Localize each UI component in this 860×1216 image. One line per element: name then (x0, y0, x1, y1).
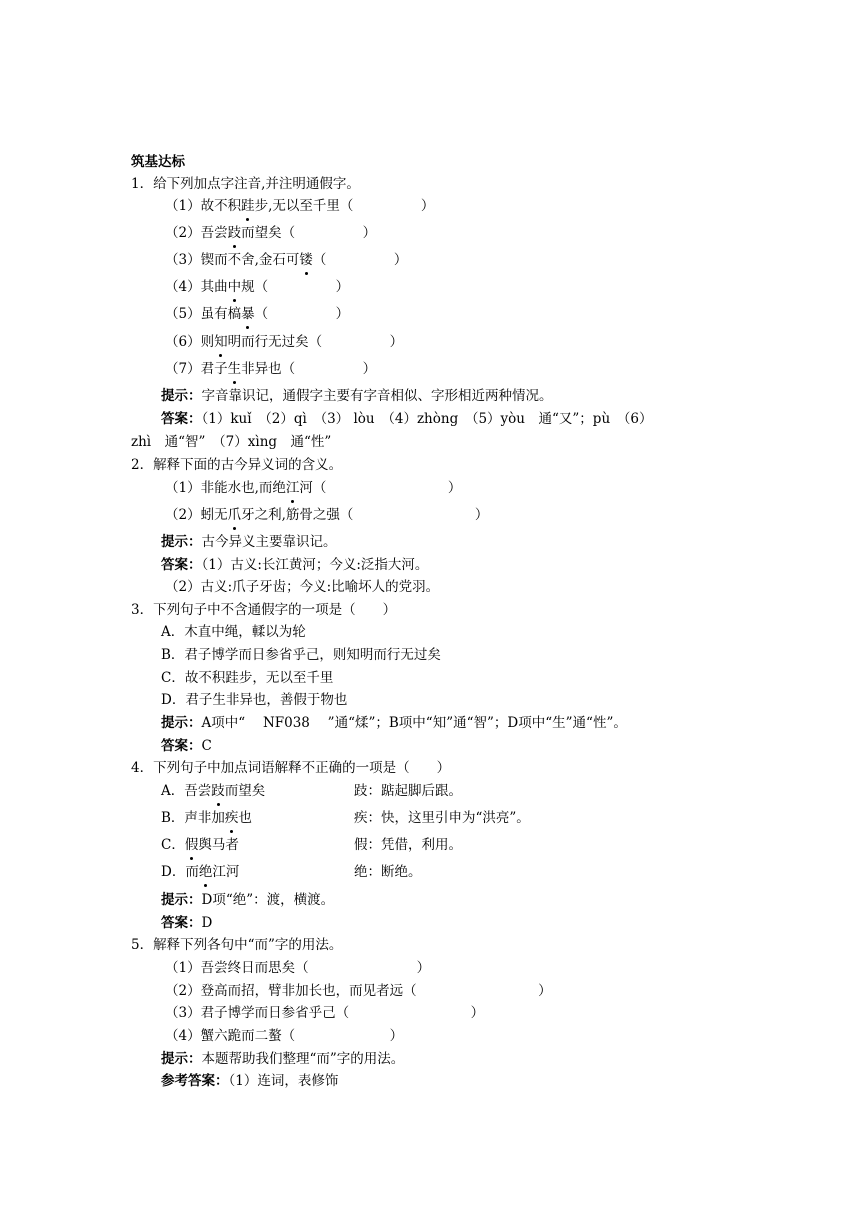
q1-item-7: （7）君子生非异也（ ） (165, 361, 377, 377)
q5-item-2: （2）登高而招，臂非加长也，而见者远（ ） (165, 983, 552, 999)
q5-item-1: （1）吾尝终日而思矣（ ） (165, 960, 431, 976)
q1-item-5: （5）虽有槁暴（ ） (165, 306, 350, 322)
q1-item-6: （6）则知明而行无过矣（ ） (165, 334, 404, 350)
q4-option-a-explain: 跂：踮起脚后跟。 (354, 783, 462, 799)
q1-answer: 答案：（1）kuǐ （2）qì （3） lòu （4）zhòng （5）yòu 通“又”；pù （6） (161, 411, 653, 427)
question-5-stem: 5．解释下列各句中“而”字的用法。 (131, 937, 343, 953)
q4-option-b-explain: 疾：快，这里引申为“洪亮”。 (354, 810, 530, 826)
q4-hint: 提示：D项“绝”：渡，横渡。 (161, 892, 335, 908)
q2-item-2: （2）蚓无爪牙之利,筋骨之强（ ） (165, 507, 489, 523)
q2-answer-cont: （2）古义:爪子牙齿；今义:比喻坏人的党羽。 (165, 579, 440, 595)
q3-option-a: A．木直中绳，輮以为轮 (161, 624, 306, 640)
question-1-stem: 1．给下列加点字注音,并注明通假字。 (131, 176, 360, 192)
section-title: 筑基达标 (131, 154, 185, 170)
q4-option-c: C．假舆马者 (161, 837, 239, 853)
q1-item-3: （3）锲而不舍,金石可镂（ ） (165, 252, 408, 268)
q5-answer: 参考答案：（1）连词，表修饰 (161, 1073, 339, 1089)
q5-item-4: （4）蟹六跪而二螯（ ） (165, 1028, 404, 1044)
q4-option-d: D．而绝江河 (161, 864, 240, 880)
q4-answer: 答案：D (161, 915, 213, 931)
q2-answer: 答案：（1）古义:长江黄河；今义:泛指大河。 (161, 557, 429, 573)
q4-option-d-explain: 绝：断绝。 (354, 864, 422, 880)
q5-item-3: （3）君子博学而日参省乎己（ ） (165, 1005, 485, 1021)
q2-item-1: （1）非能水也,而绝江河（ ） (165, 480, 462, 496)
q1-item-2: （2）吾尝跂而望矣（ ） (165, 225, 377, 241)
q4-option-b: B．声非加疾也 (161, 810, 252, 826)
q4-option-a: A．吾尝跂而望矣 (161, 783, 266, 799)
question-3-stem: 3．下列句子中不含通假字的一项是（ ） (131, 602, 397, 618)
question-4-stem: 4．下列句子中加点词语解释不正确的一项是（ ） (131, 760, 451, 776)
q1-item-4: （4）其曲中规（ ） (165, 279, 350, 295)
q3-option-b: B．君子博学而日参省乎己，则知明而行无过矣 (161, 647, 441, 663)
q1-hint: 提示：字音靠识记，通假字主要有字音相似、字形相近两种情况。 (161, 388, 553, 404)
q5-hint: 提示：本题帮助我们整理“而”字的用法。 (161, 1051, 405, 1067)
q3-option-d: D．君子生非异也，善假于物也 (161, 692, 348, 708)
q3-hint: 提示：A项中“ NF038 ”通“煣”；B项中“知”通“智”；D项中“生”通“性”。 (161, 715, 627, 731)
q1-answer-cont: zhì 通“智” （7）xìng 通“性” (131, 434, 332, 450)
q1-item-1: （1）故不积跬步,无以至千里（ ） (165, 198, 435, 214)
q3-option-c: C．故不积跬步，无以至千里 (161, 670, 334, 686)
question-2-stem: 2．解释下面的古今异义词的含义。 (131, 457, 343, 473)
q4-option-c-explain: 假：凭借，利用。 (354, 837, 462, 853)
q3-answer: 答案：C (161, 738, 212, 754)
q2-hint: 提示：古今异义主要靠识记。 (161, 534, 337, 550)
